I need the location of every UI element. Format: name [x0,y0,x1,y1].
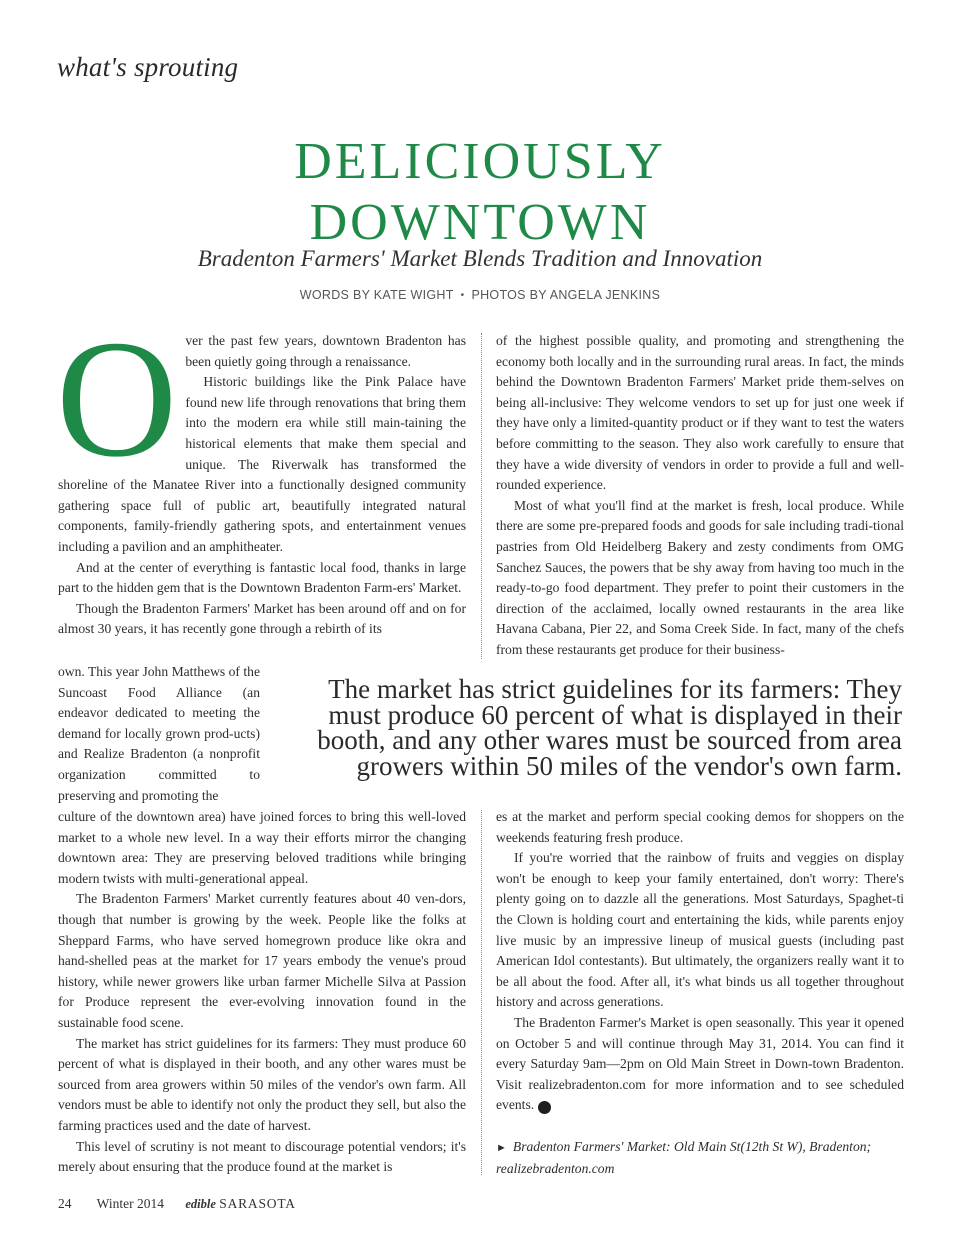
paragraph-schedule-text: The Bradenton Farmer's Market is open seasonally. This year it opened on October 5 and will continue through May 31, 2014. You can find it every Saturday 9am—2pm on Old Main Street in Down-town Bradenton. Visit realizebradenton.com for more information and to see scheduled events. [496,1014,904,1113]
left-column-top [56,306,466,640]
paragraph-family: If you're worried that the rainbow of fruits and veggies on display won't be enough to keep your family entertained, don't worry: There's plenty going on to dazzle all the generations. Most Saturdays, Spaghet-ti the Clown is holding court and entertaining the kids, while parents enjoy live music by an impressive lineup of musical guests (including past American Idol contestants). But ultimately, the organizers really want it to be all about the food. After all, it's what binds us all together throughout history and across generations. [496,850,904,1010]
issue-season: Winter 2014 [96,1196,164,1211]
paragraph-guidelines: The market has strict guidelines for its farmers: They must produce 60 percent of what is displayed in their booth, and any other wares must be sourced from area growers within 50 miles of the vendor's own farm. All vendors must be able to identify not only the product they sell, but also the farming practices used and the date of harvest. [58,1035,466,1133]
left-column-narrow [58,662,260,806]
byline-words: WORDS BY KATE WIGHT [299,288,454,302]
paragraph-schedule [496,1013,904,1116]
left-column-bottom [58,807,466,1178]
byline-photos: PHOTOS BY ANGELA JENKINS [471,288,661,302]
paragraph-local-food: And at the center of everything is fantastic local food, thanks in large part to the hidden gem that is the Downtown Bradenton Farm-ers' Market. [58,559,466,596]
page-footer [58,1196,296,1212]
arrow-icon: ► [496,1142,507,1154]
paragraph-vendors: The Bradenton Farmers' Market currently features about 40 ven-dors, though that number is growing by the week. People like the folks at Sheppard Farms, who have served homegrown produce like okra and hand-shelled peas at the market for 17 years embody the venue's proud history, while newer growers like urban farmer Michelle Silva at Passion for Produce represent the ever-evolving innovation found in the sustainable food scene. [58,891,466,1030]
paragraph-rebirth-narrow: own. This year John Matthews of the Suncoast Food Alliance (an endeavor dedicated to meeting the demand for locally grown prod-ucts) and Realize Bradenton (a nonprofit organization committed to preserving and promoting the [58,664,260,803]
drop-cap: O [56,306,178,492]
paragraph-quality: of the highest possible quality, and promoting and strengthening the economy both locally and in the surrounding rural areas. In fact, the minds behind the Downtown Bradenton Farmers' Market pride them-selves on being all-inclusive: They welcome vendors to set up for just one week if they have only a limited-quantity product or if they want to test the waters before committing to the season. They also work carefully to ensure that they have a wide diversity of vendors in order to provide a full and well-rounded experience. [496,333,904,493]
paragraph-intro: ver the past few years, downtown Bradenton has been quietly going through a renaissance. [185,333,466,369]
brand-edible: edible [185,1197,216,1211]
end-mark-icon: e [538,1101,551,1114]
right-column-top [496,331,904,661]
market-info-text: Bradenton Farmers' Market: Old Main St(12th St W), Bradenton; realizebradenton.com [496,1139,872,1176]
paragraph-produce: Most of what you'll find at the market is fresh, local produce. While there are some pre-prepared foods and goods for sale including tradi-tional pastries from Old Heidelberg Bakery and zesty condiments from OMG Sanchez Sauces, the powers that be shy away from having too much in the ready-to-go food department. They prefer to point their customers in the direction of the acclaimed, locally owned restaurants in the area like Havana Cabana, Pier 22, and Soma Creek Side. In fact, many of the chefs from these restaurants get produce for their business- [496,497,904,657]
column-divider-upper [481,333,482,659]
headline-line-2: DOWNTOWN [309,194,651,251]
market-info [496,1137,916,1179]
paragraph-historic-end: special and unique. The Riverwalk has transformed the shoreline of the Manatee River into a functionally designed community gathering space full of public art, beautifully integrated natural components, family-friendly gathering spots, and entertainment venues including a pavilion and an amphitheater. [58,435,466,554]
byline-separator: • [460,290,465,301]
headline-line-1: DELICIOUSLY [294,133,666,190]
section-label: what's sprouting [57,52,239,82]
brand-sarasota: SARASOTA [219,1196,296,1211]
paragraph-rebirth: Though the Bradenton Farmers' Market has been around off and on for almost 30 years, it has recently gone through a rebirth of its [58,600,466,637]
paragraph-rebirth-end: culture of the downtown area) have joined forces to bring this well-loved market to a whole new level. In a way their efforts mirror the changing downtown area: They are preserving beloved traditions while bringing modern twists with multi-generational appeal. [58,809,466,886]
paragraph-historic-start: Historic buildings like the Pink Palace have found new life through renovations that bring them into the modern era while still main-taining the historical elements that make them [185,374,466,451]
subheadline: Bradenton Farmers' Market Blends Tradition and Innovation [197,246,763,271]
paragraph-scrutiny: This level of scrutiny is not meant to discourage potential vendors; it's merely about ensuring that the produce found at the market is [58,1138,466,1175]
byline [0,288,960,302]
column-divider-lower [481,810,482,1175]
pull-quote: The market has strict guidelines for its farmers: They must produce 60 percent of what is displayed in their booth, and any other wares must be sourced from area growers within 50 miles of the vendor's own farm. [317,674,902,781]
paragraph-produce-end: es at the market and perform special cooking demos for shoppers on the weekends featuring fresh produce. [496,809,904,845]
page-number: 24 [58,1196,72,1211]
right-column-bottom [496,807,904,1116]
